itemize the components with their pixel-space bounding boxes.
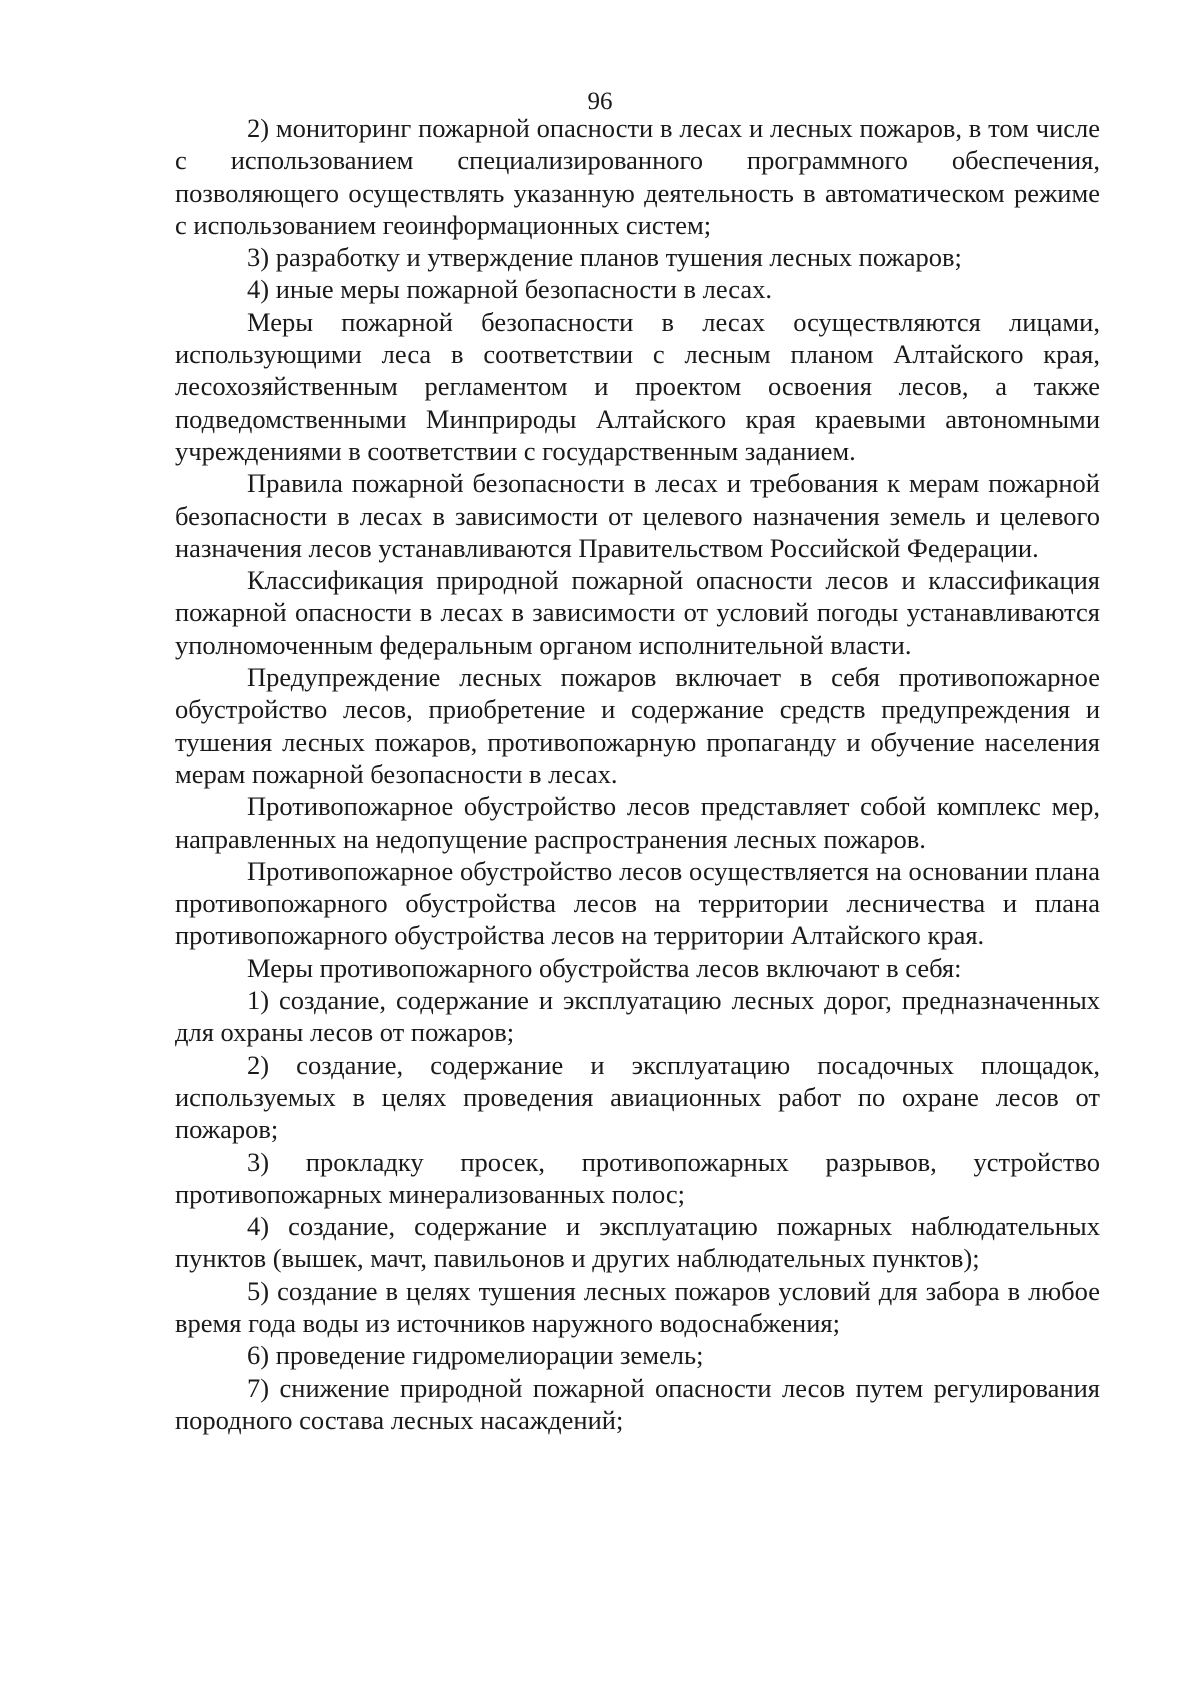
- paragraph-other-measures: 4) иные меры пожарной безопасности в лесах.: [247, 274, 773, 305]
- list-item-species-composition: 7) снижение природной пожарной опасности лесов путем регулирования породного состава лесных насаждений;: [175, 1372, 1100, 1435]
- paragraph-arrangement-definition: Противопожарное обустройство лесов представляет собой комплекс мер, направленных на недопущение распространения лесных пожаров.: [175, 791, 1100, 854]
- paragraph-fire-rules: Правила пожарной безопасности в лесах и требования к мерам пожарной безопасности в лесах в зависимости от целевого назначения земель и целевого назначения лесов устанавливаются Правительством Российской Федерации.: [175, 468, 1100, 563]
- paragraph-arrangement-basis: Противопожарное обустройство лесов осуществляется на основании плана противопожарного обустройства лесов на территории лесничества и плана противопожарного обустройства лесов на территории Алтайского края.: [175, 855, 1100, 951]
- paragraph-arrangement-list-intro: Меры противопожарного обустройства лесов включают в себя:: [247, 952, 962, 983]
- list-item-forest-roads: 1) создание, содержание и эксплуатацию лесных дорог, предназначенных для охраны лесов от пожаров;: [175, 985, 1100, 1048]
- paragraph-monitoring: 2) мониторинг пожарной опасности в лесах и лесных пожаров, в том числе с использованием специализированного программного обеспечения, позволяющего осуществлять указанную деятельность в автоматическом режиме с использованием геоинформационных систем;: [175, 113, 1100, 240]
- paragraph-classification: Классификация природной пожарной опасности лесов и классификация пожарной опасности в лесах в зависимости от условий погоды устанавливаются уполномоченным федеральным органом исполнительной власти.: [175, 565, 1100, 660]
- list-item-landing-sites: 2) создание, содержание и эксплуатацию посадочных площадок, используемых в целях проведения авиационных работ по охране лесов от пожаров;: [175, 1049, 1100, 1145]
- paragraph-measures-persons: Меры пожарной безопасности в лесах осуществляются лицами, использующими леса в соответствии с лесным планом Алтайского края, лесохозяйственным регламентом и проектом освоения лесов, а также подведомственными Минприроды Алтайского края краевыми автономными учреждениями в соответствии с государственным заданием.: [175, 306, 1100, 466]
- list-item-hydromelioration: 6) проведение гидромелиорации земель;: [247, 1340, 704, 1371]
- paragraph-prevention: Предупреждение лесных пожаров включает в себя противопожарное обустройство лесов, приобретение и содержание средств предупреждения и тушения лесных пожаров, противопожарную пропаганду и обучение населения мерам пожарной безопасности в лесах.: [175, 662, 1100, 789]
- list-item-observation-points: 4) создание, содержание и эксплуатацию пожарных наблюдательных пунктов (вышек, мачт, павильонов и других наблюдательных пунктов);: [175, 1211, 1100, 1274]
- document-body: [175, 112, 1100, 1436]
- page-number: 96: [587, 88, 613, 115]
- list-item-clearings: 3) прокладку просек, противопожарных разрывов, устройство противопожарных минерализованных полос;: [175, 1146, 1100, 1209]
- paragraph-extinguishing-plans: 3) разработку и утверждение планов тушения лесных пожаров;: [247, 242, 962, 273]
- list-item-water-supply: 5) создание в целях тушения лесных пожаров условий для забора в любое время года воды из источников наружного водоснабжения;: [175, 1275, 1100, 1338]
